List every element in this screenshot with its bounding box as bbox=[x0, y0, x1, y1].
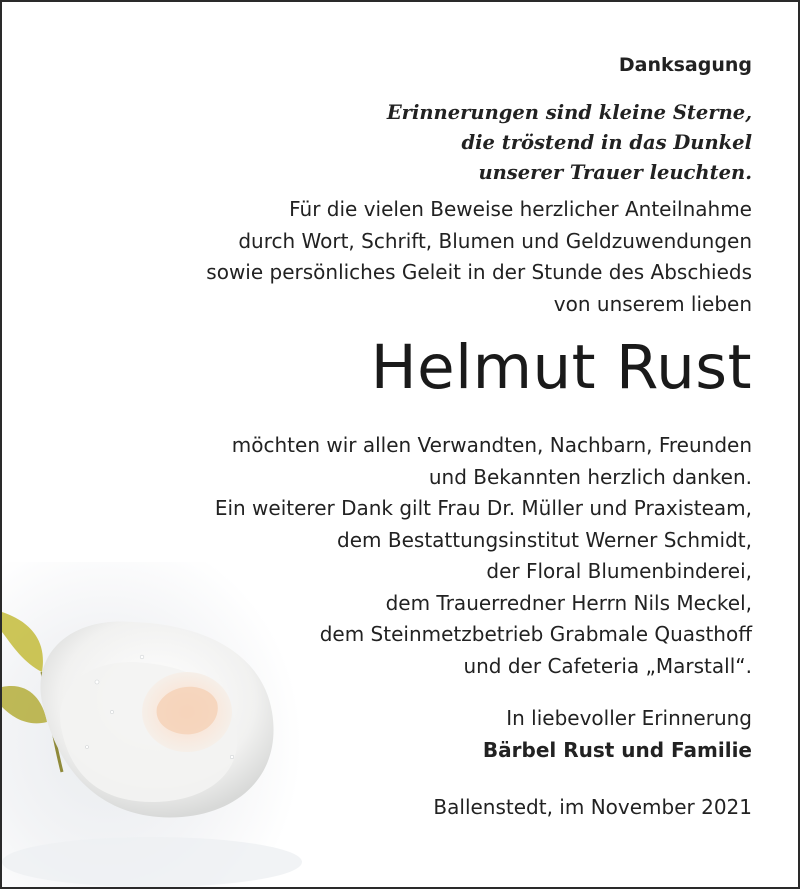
intro-paragraph bbox=[52, 194, 752, 320]
verse-line: Erinnerungen sind kleine Sterne, bbox=[386, 101, 752, 124]
verse-line: unserer Trauer leuchten. bbox=[478, 161, 752, 184]
intro-line: sowie persönliches Geleit in der Stunde des Abschieds bbox=[206, 260, 752, 284]
thanks-paragraph bbox=[52, 430, 752, 682]
deceased-name: Helmut Rust bbox=[370, 332, 752, 403]
closing-block bbox=[52, 702, 752, 766]
thanks-line: der Floral Blumenbinderei, bbox=[486, 559, 752, 583]
closing-line: In liebevoller Erinnerung bbox=[506, 706, 752, 730]
thanks-line: dem Bestattungsinstitut Werner Schmidt, bbox=[337, 527, 752, 552]
intro-line: Für die vielen Beweise herzlicher Anteilnahme bbox=[289, 197, 752, 221]
notice-text bbox=[52, 52, 752, 822]
thanks-line: möchten wir allen Verwandten, Nachbarn, Freunden bbox=[231, 433, 752, 457]
memorial-verse bbox=[52, 98, 752, 188]
thanks-line: Ein weiterer Dank gilt Frau Dr. Müller und Praxisteam, bbox=[214, 496, 752, 520]
thanks-line: dem Steinmetzbetrieb Grabmale Quasthoff bbox=[319, 622, 752, 646]
thanks-line: und der Cafeteria „Marstall“. bbox=[463, 653, 752, 678]
thanks-line: und Bekannten herzlich danken. bbox=[428, 464, 752, 489]
verse-line: die tröstend in das Dunkel bbox=[461, 131, 752, 154]
intro-line: durch Wort, Schrift, Blumen und Geldzuwendungen bbox=[238, 228, 752, 253]
signature: Bärbel Rust und Familie bbox=[482, 738, 752, 762]
intro-line: von unserem lieben bbox=[553, 291, 752, 316]
thanks-line: dem Trauerredner Herrn Nils Meckel, bbox=[385, 590, 752, 615]
place-date: Ballenstedt, im November 2021 bbox=[433, 795, 752, 819]
notice-heading: Danksagung bbox=[618, 54, 752, 76]
